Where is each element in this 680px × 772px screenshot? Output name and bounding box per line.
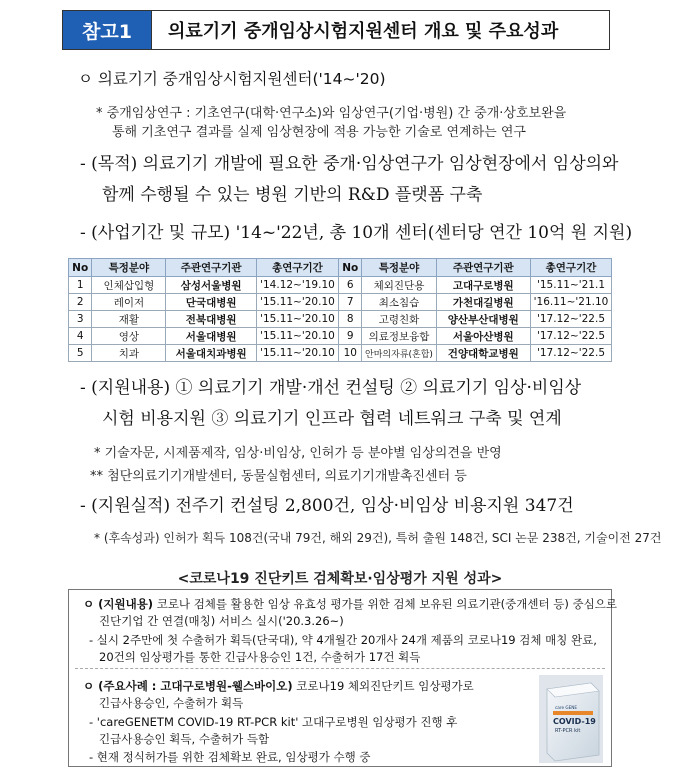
- cell-field: 고령친화: [362, 311, 436, 328]
- cell-org: 전북대병원: [166, 311, 256, 328]
- cell-field: 인체삽입형: [92, 277, 166, 294]
- p1-text: 코로나 검체를 활용한 임상 유효성 평가를 위한 검체 보유된 의료기관(중개센터 등) 중심으로: [153, 597, 617, 611]
- covid-kit-photo: [539, 675, 603, 763]
- col-header: 총연구기간: [531, 259, 612, 277]
- section-header: [62, 10, 610, 50]
- overview-note-line1: * 중개임상연구 : 기초연구(대학·연구소)와 임상연구(기업·병원) 간 중개·상호보완을: [96, 106, 567, 121]
- cell-no: 2: [69, 294, 92, 311]
- cell-org: 서울대치과병원: [166, 345, 256, 362]
- col-header: 특정분야: [92, 259, 166, 277]
- p1-line3: - 실시 2주만에 첫 수출허가 획득(단국대), 약 4개월간 20개사 24개 제품의 코로나19 검체 매칭 완료,: [89, 633, 597, 647]
- overview-heading: ㅇ 의료기기 중개임상시험지원센터('14~'20): [78, 70, 386, 88]
- cell-org: 서울아산병원: [436, 328, 530, 345]
- cell-no: 6: [339, 277, 362, 294]
- cell-no: 1: [69, 277, 92, 294]
- cell-period: '14.12~'19.10: [256, 277, 338, 294]
- cell-field: 최소침습: [362, 294, 436, 311]
- table-row: [69, 328, 612, 345]
- cell-field: 체외진단용: [362, 277, 436, 294]
- table-row: [69, 294, 612, 311]
- support-content-line1: - (지원내용) ① 의료기기 개발·개선 컨설팅 ② 의료기기 임상·비임상: [80, 378, 582, 398]
- cell-field: 치과: [92, 345, 166, 362]
- support-result-line: - (지원실적) 전주기 컨설팅 2,800건, 임상·비임상 비용지원 347건: [80, 496, 574, 516]
- cell-field: 레이저: [92, 294, 166, 311]
- cell-org: 단국대병원: [166, 294, 256, 311]
- corona-results-box: [68, 589, 617, 767]
- support-result-note: * (후속성과) 인허가 획득 108건(국내 79건, 해외 29건), 특허 출원 148건, SCI 논문 238건, 기술이전 27건: [94, 531, 662, 545]
- cell-period: '17.12~'22.5: [531, 311, 612, 328]
- p2-line1: [83, 678, 474, 694]
- col-header: 주관연구기관: [166, 259, 256, 277]
- support-note2: ** 첨단의료기기개발센터, 동물실험센터, 의료기기개발촉진센터 등: [90, 469, 467, 484]
- kit-color-band: [553, 711, 593, 715]
- col-header: No: [69, 259, 92, 277]
- col-header: 주관연구기관: [436, 259, 530, 277]
- reference-badge: 참고1: [63, 11, 151, 49]
- cell-no: 10: [339, 345, 362, 362]
- kit-name: COVID-19: [553, 717, 596, 726]
- p1-line1: [83, 596, 617, 612]
- kit-brand: care GENE: [555, 705, 578, 710]
- cell-org: 삼성서울병원: [166, 277, 256, 294]
- col-header: 총연구기간: [256, 259, 338, 277]
- period-line: - (사업기간 및 규모) '14~'22년, 총 10개 센터(센터당 연간 10억 원 지원): [80, 223, 633, 243]
- table-row: [69, 311, 612, 328]
- cell-org: 서울대병원: [166, 328, 256, 345]
- col-header: No: [339, 259, 362, 277]
- p1-label: ㅇ (지원내용): [83, 597, 154, 611]
- box-divider: [75, 668, 605, 669]
- purpose-line1: - (목적) 의료기기 개발에 필요한 중개·임상연구가 임상현장에서 임상의와: [80, 154, 619, 174]
- cell-field: 재활: [92, 311, 166, 328]
- cell-no: 9: [339, 328, 362, 345]
- p1-line2: 진단기업 간 연결(매칭) 서비스 실시('20.3.26~): [99, 614, 344, 628]
- p2-line4: 긴급사용승인 획득, 수출허가 득함: [99, 732, 270, 746]
- cell-no: 3: [69, 311, 92, 328]
- kit-sub: RT-PCR kit: [555, 728, 581, 734]
- cell-org: 건양대학교병원: [436, 345, 530, 362]
- cell-period: '15.11~'20.10: [256, 328, 338, 345]
- p2-text: 코로나19 체외진단키트 임상평가로: [292, 679, 474, 693]
- cell-period: '15.11~'20.10: [256, 345, 338, 362]
- cell-period: '15.11~'20.10: [256, 294, 338, 311]
- cell-org: 양산부산대병원: [436, 311, 530, 328]
- centers-table: [68, 258, 612, 362]
- overview-note-line2: 통해 기초연구 결과를 실제 임상현장에 적용 가능한 기술로 연계하는 연구: [112, 125, 526, 140]
- table-row: [69, 345, 612, 362]
- table-header-row: [69, 259, 612, 277]
- cell-period: '15.11~'20.10: [256, 311, 338, 328]
- p2-line3: - 'careGENETM COVID-19 RT-PCR kit' 고대구로병원 임상평가 진행 후: [89, 715, 458, 729]
- table-row: [69, 277, 612, 294]
- cell-period: '17.12~'22.5: [531, 328, 612, 345]
- cell-no: 8: [339, 311, 362, 328]
- cell-org: 가천대길병원: [436, 294, 530, 311]
- cell-no: 7: [339, 294, 362, 311]
- p2-line2: 긴급사용승인, 수출허가 획득: [99, 696, 244, 710]
- p2-line5: - 현재 정식허가를 위한 검체확보 완료, 임상평가 수행 중: [89, 750, 371, 764]
- cell-field: 영상: [92, 328, 166, 345]
- cell-period: '15.11~'21.1: [531, 277, 612, 294]
- cell-field: 의료정보융합: [362, 328, 436, 345]
- cell-period: '16.11~'21.10: [531, 294, 612, 311]
- cell-period: '17.12~'22.5: [531, 345, 612, 362]
- support-content-line2: 시험 비용지원 ③ 의료기기 인프라 협력 네트워크 구축 및 연계: [102, 409, 562, 429]
- cell-org: 고대구로병원: [436, 277, 530, 294]
- corona-section-title: <코로나19 진단키트 검체확보·임상평가 지원 성과>: [177, 571, 503, 587]
- support-note1: * 기술자문, 시제품제작, 임상·비임상, 인허가 등 분야별 임상의견을 반영: [94, 446, 502, 461]
- p2-label: ㅇ (주요사례 : 고대구로병원-웰스바이오): [83, 679, 293, 693]
- col-header: 특정분야: [362, 259, 436, 277]
- purpose-line2: 함께 수행될 수 있는 병원 기반의 R&D 플랫폼 구축: [102, 185, 483, 205]
- page-title: 의료기기 중개임상시험지원센터 개요 및 주요성과: [151, 11, 609, 49]
- cell-field: 안마의자류(혼합): [362, 345, 436, 362]
- p1-line4: 20건의 임상평가를 통한 긴급사용승인 1건, 수출허가 17건 획득: [99, 650, 421, 664]
- cell-no: 4: [69, 328, 92, 345]
- cell-no: 5: [69, 345, 92, 362]
